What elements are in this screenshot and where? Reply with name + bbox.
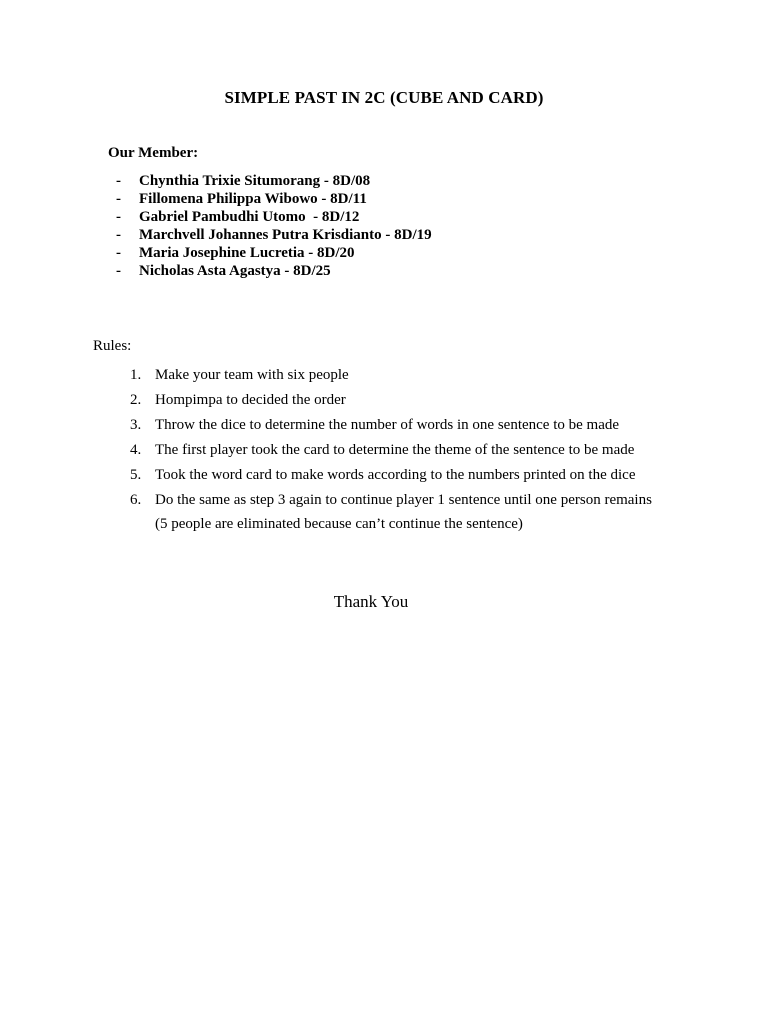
rule-text: Took the word card to make words according to the numbers printed on the dice	[155, 467, 636, 483]
rules-heading: Rules:	[93, 338, 132, 354]
rule-number: 6.	[130, 492, 142, 508]
list-item	[130, 490, 652, 515]
list-item	[130, 465, 652, 490]
list-item	[130, 415, 652, 440]
list-item	[116, 244, 432, 262]
list-item	[116, 262, 432, 280]
bullet-dash: -	[116, 173, 121, 189]
list-item	[130, 390, 652, 415]
member-name: Marchvell Johannes Putra Krisdianto - 8D/19	[139, 227, 432, 243]
bullet-dash: -	[116, 191, 121, 207]
list-item	[130, 365, 652, 390]
rule-text: Do the same as step 3 again to continue player 1 sentence until one person remains	[155, 492, 652, 508]
closing-text: Thank You	[333, 592, 409, 611]
rule-number: 5.	[130, 467, 142, 483]
rule-text: Hompimpa to decided the order	[155, 392, 346, 408]
bullet-dash: -	[116, 209, 121, 225]
bullet-dash: -	[116, 245, 121, 261]
rules-list	[130, 365, 652, 515]
member-name: Chynthia Trixie Situmorang - 8D/08	[139, 173, 371, 189]
rules-note: (5 people are eliminated because can’t continue the sentence)	[155, 516, 523, 532]
document-title: SIMPLE PAST IN 2C (CUBE AND CARD)	[224, 88, 544, 107]
list-item	[116, 226, 432, 244]
member-name: Gabriel Pambudhi Utomo - 8D/12	[139, 209, 360, 225]
rule-number: 1.	[130, 367, 142, 383]
rule-number: 4.	[130, 442, 142, 458]
members-list	[116, 172, 432, 280]
list-item	[116, 190, 432, 208]
bullet-dash: -	[116, 263, 121, 279]
rule-number: 2.	[130, 392, 142, 408]
bullet-dash: -	[116, 227, 121, 243]
rule-text: Throw the dice to determine the number of words in one sentence to be made	[155, 417, 620, 433]
member-name: Nicholas Asta Agastya - 8D/25	[139, 263, 331, 279]
member-name: Fillomena Philippa Wibowo - 8D/11	[139, 191, 367, 207]
rule-text: Make your team with six people	[155, 367, 349, 383]
list-item	[130, 440, 652, 465]
list-item	[116, 172, 432, 190]
members-heading: Our Member:	[108, 145, 199, 161]
rule-number: 3.	[130, 417, 142, 433]
member-name: Maria Josephine Lucretia - 8D/20	[139, 245, 355, 261]
rule-text: The first player took the card to determine the theme of the sentence to be made	[155, 442, 635, 458]
list-item	[116, 208, 432, 226]
